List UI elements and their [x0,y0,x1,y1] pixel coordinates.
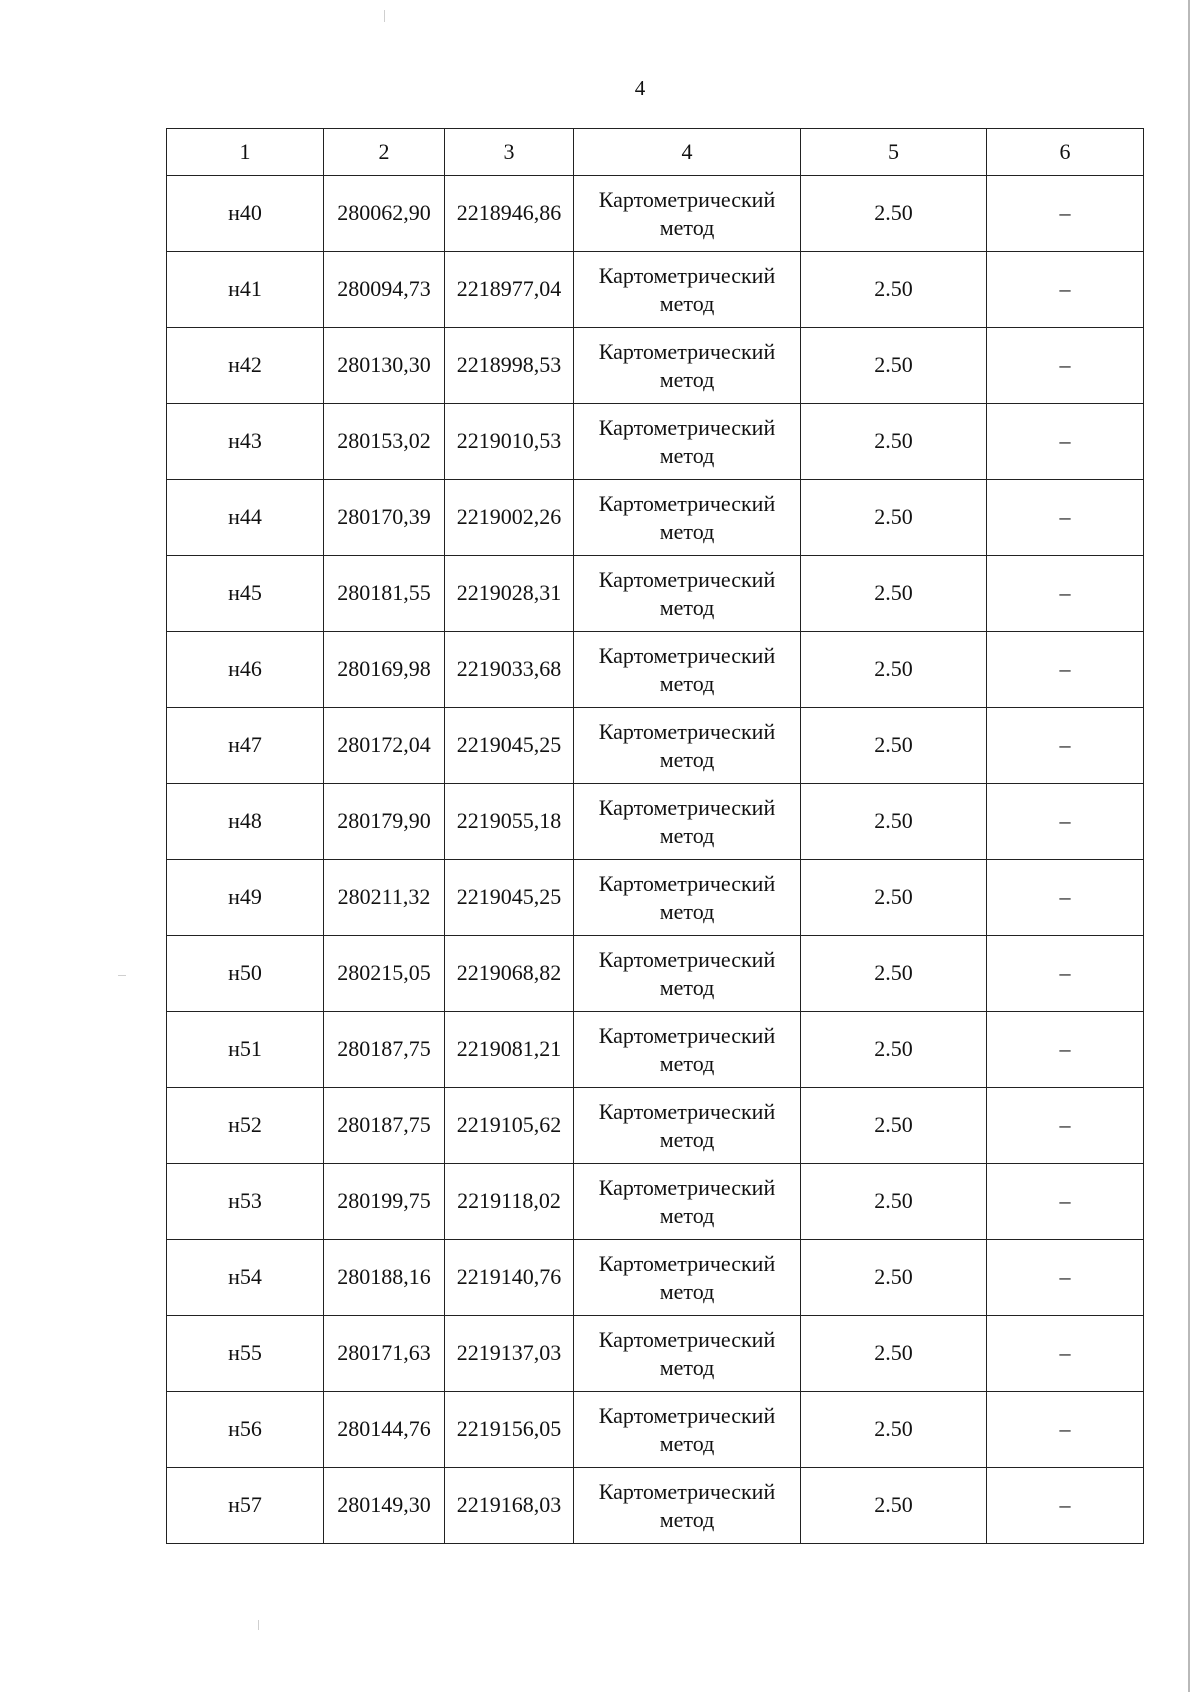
accuracy-cell: 2.50 [801,1392,987,1468]
point-name-cell: н48 [167,784,324,860]
note-cell: – [987,556,1144,632]
scan-mark [258,1620,259,1630]
accuracy-cell: 2.50 [801,936,987,1012]
point-name-cell: н41 [167,252,324,328]
y-coordinate-cell: 2219010,53 [445,404,574,480]
accuracy-cell: 2.50 [801,404,987,480]
table-row [167,632,1144,708]
note-cell: – [987,252,1144,328]
x-coordinate-cell: 280170,39 [324,480,445,556]
method-line-2: метод [659,214,715,240]
table-header-row [167,129,1144,176]
y-coordinate-cell: 2219118,02 [445,1164,574,1240]
method-cell [574,936,801,1012]
method-line-2: метод [659,1050,715,1076]
method-line-1: Картометрический [598,794,776,820]
method-line-2: метод [659,974,715,1000]
y-coordinate-cell: 2219140,76 [445,1240,574,1316]
method-line-2: метод [659,1430,715,1456]
y-coordinate-cell: 2219045,25 [445,860,574,936]
point-name-cell: н57 [167,1468,324,1544]
table-row [167,1164,1144,1240]
y-coordinate-cell: 2219028,31 [445,556,574,632]
method-line-1: Картометрический [598,1098,776,1124]
x-coordinate-cell: 280062,90 [324,176,445,252]
table-row [167,252,1144,328]
method-cell [574,1088,801,1164]
method-line-2: метод [659,1126,715,1152]
y-coordinate-cell: 2219137,03 [445,1316,574,1392]
point-name-cell: н42 [167,328,324,404]
method-cell [574,1468,801,1544]
method-line-1: Картометрический [598,262,776,288]
table-row [167,1468,1144,1544]
method-line-2: метод [659,1202,715,1228]
method-line-1: Картометрический [598,186,776,212]
method-cell [574,708,801,784]
point-name-cell: н46 [167,632,324,708]
table-row [167,556,1144,632]
note-cell: – [987,328,1144,404]
point-name-cell: н44 [167,480,324,556]
method-line-2: метод [659,822,715,848]
note-cell: – [987,632,1144,708]
y-coordinate-cell: 2219045,25 [445,708,574,784]
column-header: 5 [801,129,987,176]
method-line-2: метод [659,898,715,924]
method-line-2: метод [659,1278,715,1304]
method-line-2: метод [659,594,715,620]
method-cell [574,328,801,404]
note-cell: – [987,1088,1144,1164]
point-name-cell: н53 [167,1164,324,1240]
point-name-cell: н50 [167,936,324,1012]
y-coordinate-cell: 2218998,53 [445,328,574,404]
y-coordinate-cell: 2218977,04 [445,252,574,328]
point-name-cell: н49 [167,860,324,936]
table-row [167,1088,1144,1164]
x-coordinate-cell: 280144,76 [324,1392,445,1468]
y-coordinate-cell: 2218946,86 [445,176,574,252]
method-cell [574,1164,801,1240]
column-header: 1 [167,129,324,176]
y-coordinate-cell: 2219156,05 [445,1392,574,1468]
x-coordinate-cell: 280211,32 [324,860,445,936]
page-number: 4 [634,76,646,100]
x-coordinate-cell: 280188,16 [324,1240,445,1316]
x-coordinate-cell: 280179,90 [324,784,445,860]
y-coordinate-cell: 2219068,82 [445,936,574,1012]
accuracy-cell: 2.50 [801,176,987,252]
y-coordinate-cell: 2219168,03 [445,1468,574,1544]
accuracy-cell: 2.50 [801,860,987,936]
y-coordinate-cell: 2219105,62 [445,1088,574,1164]
point-name-cell: н51 [167,1012,324,1088]
table-row [167,1240,1144,1316]
table-row [167,480,1144,556]
x-coordinate-cell: 280215,05 [324,936,445,1012]
method-line-1: Картометрический [598,1174,776,1200]
scan-mark [118,975,126,976]
note-cell: – [987,860,1144,936]
point-name-cell: н40 [167,176,324,252]
x-coordinate-cell: 280153,02 [324,404,445,480]
point-name-cell: н56 [167,1392,324,1468]
method-line-1: Картометрический [598,1402,776,1428]
method-line-1: Картометрический [598,718,776,744]
x-coordinate-cell: 280187,75 [324,1012,445,1088]
method-cell [574,1240,801,1316]
column-header: 3 [445,129,574,176]
x-coordinate-cell: 280181,55 [324,556,445,632]
method-line-1: Картометрический [598,1022,776,1048]
method-line-1: Картометрический [598,1326,776,1352]
table-row [167,328,1144,404]
method-line-2: метод [659,670,715,696]
point-name-cell: н47 [167,708,324,784]
method-line-2: метод [659,1354,715,1380]
note-cell: – [987,1392,1144,1468]
note-cell: – [987,1468,1144,1544]
note-cell: – [987,176,1144,252]
note-cell: – [987,480,1144,556]
point-name-cell: н52 [167,1088,324,1164]
table-row [167,784,1144,860]
accuracy-cell: 2.50 [801,632,987,708]
method-line-2: метод [659,290,715,316]
method-line-1: Картометрический [598,1478,776,1504]
table-body [167,129,1144,1544]
method-cell [574,1316,801,1392]
note-cell: – [987,708,1144,784]
method-line-1: Картометрический [598,642,776,668]
x-coordinate-cell: 280130,30 [324,328,445,404]
table-row [167,176,1144,252]
method-line-1: Картометрический [598,338,776,364]
method-cell [574,860,801,936]
method-line-2: метод [659,366,715,392]
column-header: 6 [987,129,1144,176]
table-row [167,1316,1144,1392]
method-line-2: метод [659,746,715,772]
x-coordinate-cell: 280171,63 [324,1316,445,1392]
note-cell: – [987,1316,1144,1392]
accuracy-cell: 2.50 [801,480,987,556]
table-row [167,708,1144,784]
method-cell [574,252,801,328]
x-coordinate-cell: 280149,30 [324,1468,445,1544]
note-cell: – [987,1240,1144,1316]
note-cell: – [987,936,1144,1012]
method-line-2: метод [659,1506,715,1532]
point-name-cell: н45 [167,556,324,632]
coordinates-table [166,128,1144,1544]
column-header: 4 [574,129,801,176]
accuracy-cell: 2.50 [801,1164,987,1240]
method-cell [574,404,801,480]
method-cell [574,556,801,632]
method-line-1: Картометрический [598,870,776,896]
accuracy-cell: 2.50 [801,708,987,784]
method-line-1: Картометрический [598,1250,776,1276]
accuracy-cell: 2.50 [801,1240,987,1316]
accuracy-cell: 2.50 [801,1316,987,1392]
table-row [167,1012,1144,1088]
x-coordinate-cell: 280172,04 [324,708,445,784]
table-row [167,1392,1144,1468]
accuracy-cell: 2.50 [801,252,987,328]
point-name-cell: н55 [167,1316,324,1392]
method-cell [574,632,801,708]
method-line-1: Картометрический [598,414,776,440]
method-line-1: Картометрический [598,566,776,592]
y-coordinate-cell: 2219002,26 [445,480,574,556]
accuracy-cell: 2.50 [801,784,987,860]
method-line-1: Картометрический [598,490,776,516]
table-row [167,936,1144,1012]
note-cell: – [987,784,1144,860]
method-cell [574,1392,801,1468]
accuracy-cell: 2.50 [801,556,987,632]
method-cell [574,480,801,556]
point-name-cell: н43 [167,404,324,480]
method-cell [574,784,801,860]
x-coordinate-cell: 280169,98 [324,632,445,708]
accuracy-cell: 2.50 [801,328,987,404]
note-cell: – [987,1012,1144,1088]
method-line-2: метод [659,518,715,544]
y-coordinate-cell: 2219081,21 [445,1012,574,1088]
table-row [167,860,1144,936]
method-line-1: Картометрический [598,946,776,972]
x-coordinate-cell: 280199,75 [324,1164,445,1240]
column-header: 2 [324,129,445,176]
note-cell: – [987,404,1144,480]
y-coordinate-cell: 2219033,68 [445,632,574,708]
point-name-cell: н54 [167,1240,324,1316]
method-cell [574,176,801,252]
x-coordinate-cell: 280187,75 [324,1088,445,1164]
accuracy-cell: 2.50 [801,1088,987,1164]
accuracy-cell: 2.50 [801,1012,987,1088]
x-coordinate-cell: 280094,73 [324,252,445,328]
accuracy-cell: 2.50 [801,1468,987,1544]
note-cell: – [987,1164,1144,1240]
method-line-2: метод [659,442,715,468]
scan-mark [384,10,385,22]
page-edge-line [1188,0,1190,1692]
table-row [167,404,1144,480]
y-coordinate-cell: 2219055,18 [445,784,574,860]
method-cell [574,1012,801,1088]
